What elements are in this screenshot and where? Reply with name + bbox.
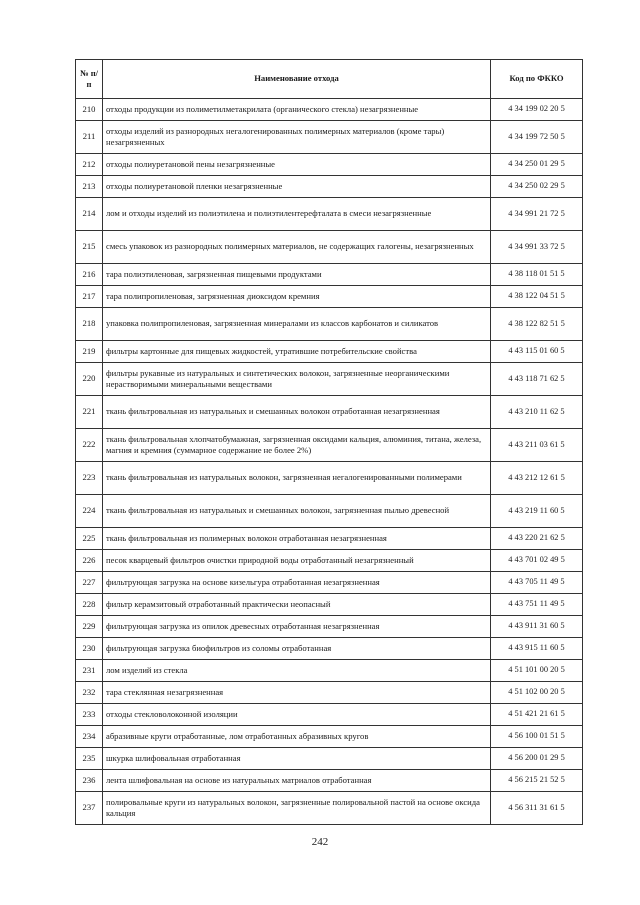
- row-num: 219: [76, 341, 103, 363]
- table-row: [76, 726, 583, 748]
- row-name: лом и отходы изделий из полиэтилена и полиэтилентерефталата в смеси незагрязненные: [103, 198, 491, 231]
- table-row: [76, 660, 583, 682]
- row-code: 4 43 211 03 61 5: [491, 429, 583, 462]
- row-name: отходы полиуретановой пены незагрязненные: [103, 154, 491, 176]
- row-name: отходы стекловолоконной изоляции: [103, 704, 491, 726]
- row-name: тара полиэтиленовая, загрязненная пищевыми продуктами: [103, 264, 491, 286]
- row-name: ткань фильтровальная из натуральных волокон, загрязненная негалогенированными полимерами: [103, 462, 491, 495]
- row-name: фильтр керамзитовый отработанный практически неопасный: [103, 594, 491, 616]
- row-code: 4 34 199 02 20 5: [491, 99, 583, 121]
- table-header-row: [76, 60, 583, 99]
- row-name: абразивные круги отработанные, лом отработанных абразивных кругов: [103, 726, 491, 748]
- table-row: [76, 341, 583, 363]
- table-row: [76, 286, 583, 308]
- row-num: 220: [76, 363, 103, 396]
- table-row: [76, 264, 583, 286]
- row-code: 4 51 421 21 61 5: [491, 704, 583, 726]
- row-num: 212: [76, 154, 103, 176]
- row-code: 4 38 118 01 51 5: [491, 264, 583, 286]
- table-row: [76, 748, 583, 770]
- row-name: тара полипропиленовая, загрязненная диоксидом кремния: [103, 286, 491, 308]
- header-num: № п/п: [76, 60, 103, 99]
- row-code: 4 34 250 01 29 5: [491, 154, 583, 176]
- row-code: 4 56 215 21 52 5: [491, 770, 583, 792]
- row-num: 223: [76, 462, 103, 495]
- row-code: 4 56 200 01 29 5: [491, 748, 583, 770]
- row-num: 222: [76, 429, 103, 462]
- row-num: 214: [76, 198, 103, 231]
- row-num: 237: [76, 792, 103, 825]
- row-name: тара стеклянная незагрязненная: [103, 682, 491, 704]
- header-name: Наименование отхода: [103, 60, 491, 99]
- table-row: [76, 792, 583, 825]
- table-row: [76, 616, 583, 638]
- row-name: смесь упаковок из разнородных полимерных материалов, не содержащих галогены, незагрязненных: [103, 231, 491, 264]
- row-code: 4 56 311 31 61 5: [491, 792, 583, 825]
- row-code: 4 51 101 00 20 5: [491, 660, 583, 682]
- table-row: [76, 198, 583, 231]
- row-num: 235: [76, 748, 103, 770]
- row-name: фильтрующая загрузка биофильтров из соломы отработанная: [103, 638, 491, 660]
- row-name: лента шлифовальная на основе из натуральных матриалов отработанная: [103, 770, 491, 792]
- row-num: 218: [76, 308, 103, 341]
- row-code: 4 38 122 04 51 5: [491, 286, 583, 308]
- row-name: фильтры картонные для пищевых жидкостей, утратившие потребительские свойства: [103, 341, 491, 363]
- document-page: [75, 59, 583, 825]
- row-name: ткань фильтровальная из натуральных и смешанных волокон, загрязненная пылью древесной: [103, 495, 491, 528]
- row-name: ткань фильтровальная из натуральных и смешанных волокон отработанная незагрязненная: [103, 396, 491, 429]
- row-num: 231: [76, 660, 103, 682]
- table-row: [76, 121, 583, 154]
- row-code: 4 43 915 11 60 5: [491, 638, 583, 660]
- table-row: [76, 176, 583, 198]
- row-name: отходы продукции из полиметилметакрилата (органического стекла) незагрязненные: [103, 99, 491, 121]
- row-code: 4 34 991 33 72 5: [491, 231, 583, 264]
- row-num: 236: [76, 770, 103, 792]
- row-code: 4 43 115 01 60 5: [491, 341, 583, 363]
- row-code: 4 43 911 31 60 5: [491, 616, 583, 638]
- table-row: [76, 99, 583, 121]
- row-code: 4 43 701 02 49 5: [491, 550, 583, 572]
- header-code: Код по ФККО: [491, 60, 583, 99]
- waste-table: [75, 59, 583, 825]
- row-name: полировальные круги из натуральных волокон, загрязненные полировальной пастой на основе оксида кальция: [103, 792, 491, 825]
- row-code: 4 43 212 12 61 5: [491, 462, 583, 495]
- row-num: 224: [76, 495, 103, 528]
- row-code: 4 56 100 01 51 5: [491, 726, 583, 748]
- row-num: 227: [76, 572, 103, 594]
- table-row: [76, 396, 583, 429]
- table-row: [76, 572, 583, 594]
- table-row: [76, 363, 583, 396]
- row-name: ткань фильтровальная хлопчатобумажная, загрязненная оксидами кальция, алюминия, титана, железа, магния и кремния (суммарное содержание не более 2%): [103, 429, 491, 462]
- page-number: 242: [311, 836, 329, 848]
- row-name: упаковка полипропиленовая, загрязненная минералами из классов карбонатов и силикатов: [103, 308, 491, 341]
- row-code: 4 43 220 21 62 5: [491, 528, 583, 550]
- row-num: 221: [76, 396, 103, 429]
- row-num: 229: [76, 616, 103, 638]
- row-num: 217: [76, 286, 103, 308]
- table-row: [76, 550, 583, 572]
- row-name: фильтры рукавные из натуральных и синтетических волокон, загрязненные неорганическими нерастворимыми минеральными веществами: [103, 363, 491, 396]
- row-code: 4 51 102 00 20 5: [491, 682, 583, 704]
- row-code: 4 34 991 21 72 5: [491, 198, 583, 231]
- row-name: отходы изделий из разнородных негалогенированных полимерных материалов (кроме тары) незагрязненных: [103, 121, 491, 154]
- row-code: 4 38 122 82 51 5: [491, 308, 583, 341]
- row-code: 4 34 199 72 50 5: [491, 121, 583, 154]
- row-num: 228: [76, 594, 103, 616]
- row-name: лом изделий из стекла: [103, 660, 491, 682]
- row-num: 210: [76, 99, 103, 121]
- row-name: фильтрующая загрузка из опилок древесных отработанная незагрязненная: [103, 616, 491, 638]
- table-row: [76, 462, 583, 495]
- table-row: [76, 682, 583, 704]
- row-num: 211: [76, 121, 103, 154]
- row-name: песок кварцевый фильтров очистки природной воды отработанный незагрязненный: [103, 550, 491, 572]
- row-code: 4 43 705 11 49 5: [491, 572, 583, 594]
- row-code: 4 43 210 11 62 5: [491, 396, 583, 429]
- row-name: отходы полиуретановой пленки незагрязненные: [103, 176, 491, 198]
- table-row: [76, 495, 583, 528]
- row-num: 230: [76, 638, 103, 660]
- row-num: 226: [76, 550, 103, 572]
- row-num: 234: [76, 726, 103, 748]
- table-row: [76, 594, 583, 616]
- row-num: 213: [76, 176, 103, 198]
- table-row: [76, 638, 583, 660]
- row-num: 233: [76, 704, 103, 726]
- row-name: фильтрующая загрузка на основе кизельгура отработанная незагрязненная: [103, 572, 491, 594]
- table-row: [76, 154, 583, 176]
- table-row: [76, 429, 583, 462]
- row-code: 4 43 118 71 62 5: [491, 363, 583, 396]
- table-row: [76, 704, 583, 726]
- table-row: [76, 528, 583, 550]
- row-name: ткань фильтровальная из полимерных волокон отработанная незагрязненная: [103, 528, 491, 550]
- table-row: [76, 770, 583, 792]
- row-code: 4 43 219 11 60 5: [491, 495, 583, 528]
- row-code: 4 43 751 11 49 5: [491, 594, 583, 616]
- row-code: 4 34 250 02 29 5: [491, 176, 583, 198]
- row-num: 215: [76, 231, 103, 264]
- table-row: [76, 308, 583, 341]
- row-num: 232: [76, 682, 103, 704]
- table-row: [76, 231, 583, 264]
- row-num: 225: [76, 528, 103, 550]
- row-num: 216: [76, 264, 103, 286]
- row-name: шкурка шлифовальная отработанная: [103, 748, 491, 770]
